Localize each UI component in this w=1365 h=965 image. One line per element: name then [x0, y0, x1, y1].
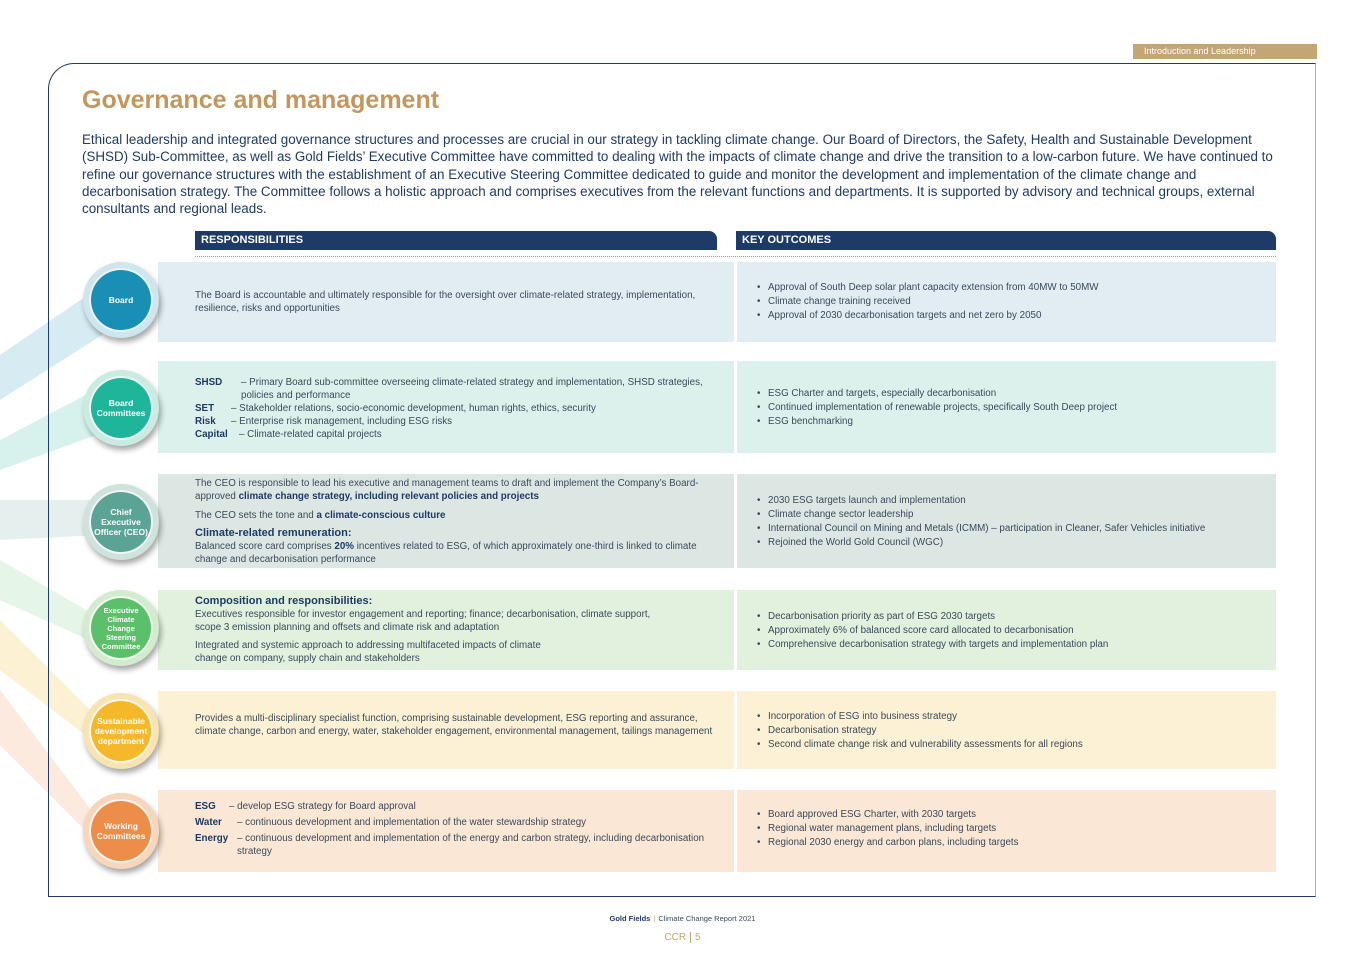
- list-item: • Regional 2030 energy and carbon plans, including targets: [757, 836, 1272, 850]
- sustainable-label: Sustainable development department: [89, 699, 153, 763]
- footer-report: Climate Change Report 2021: [658, 914, 756, 923]
- intro-paragraph: Ethical leadership and integrated governance structures and processes are crucial in our strategy in tackling climate change. Our Board of Directors, the Safety, Health and Sustainable Development (SHSD) Sub-Committee, as well as Gold Fields’ Executive Committee have committed to dealing with the impacts of climate change and drive the transition to a low-carbon future. We have continued to refine our governance structures with the establishment of an Executive Steering Committee dedicated to guide and monitor the development and implementation of the climate change and decarbonisation strategy. The Committee follows a holistic approach and comprises executives from the relevant functions and departments. It is supported by advisory and technical groups, external consultants and regional leads.: [82, 132, 1273, 217]
- responsibilities-header: RESPONSIBILITIES: [195, 231, 717, 250]
- footer-code: CCR: [664, 932, 687, 944]
- ceo-circle: [83, 484, 159, 560]
- committees-outcomes: [757, 387, 1272, 429]
- list-item: • Climate change sector leadership: [757, 508, 1272, 522]
- committees-responsibility: SHSD – Primary Board sub-committee overseeing climate-related strategy and implementation, SHSD strategies, policies and performance SET – Stakeholder relations, socio-economic development, human rights, ethics, security Risk – Enterprise risk management, including ESG risks Capital – Climate-related capital projects: [195, 377, 703, 440]
- list-item: • Comprehensive decarbonisation strategy with targets and implementation plan: [757, 638, 1272, 652]
- ceo-label: Chief Executive Officer (CEO): [89, 490, 153, 554]
- list-item: • 2030 ESG targets launch and implementation: [757, 494, 1272, 508]
- list-item: • Incorporation of ESG into business strategy: [757, 710, 1272, 724]
- executive-circle: [83, 590, 159, 666]
- board-outcomes: [757, 281, 1272, 323]
- list-item: • Approval of 2030 decarbonisation targets and net zero by 2050: [757, 309, 1272, 323]
- list-item: • ESG Charter and targets, especially decarbonisation: [757, 387, 1272, 401]
- list-item: • Decarbonisation strategy: [757, 724, 1272, 738]
- ceo-responsibility: The CEO is responsible to lead his executive and management teams to draft and implement the Company’s Board-approved climate change strategy, including relevant policies and projects The CEO sets the tone and a climate-conscious culture Climate-related remuneration: Balanced score card comprises 20% incentives related to ESG, of which approximately one-third is linked to climate change and decarbonisation performance: [195, 478, 699, 565]
- section-tag: Introduction and Leadership: [1133, 44, 1317, 59]
- working-responsibility: ESG – develop ESG strategy for Board approval Water – continuous development and implementation of the water stewardship strategy Energy – continuous development and implementation of the energy and carbon strategy, including decarbonisation strategy: [195, 801, 705, 857]
- ceo-outcomes: [757, 494, 1272, 550]
- page-number: [0, 932, 1365, 943]
- list-item: • International Council on Mining and Metals (ICMM) – participation in Cleaner, Safer Vehicles initiative: [757, 522, 1272, 536]
- key-outcomes-header: KEY OUTCOMES: [736, 231, 1276, 250]
- board-responsibility: The Board is accountable and ultimately responsible for the oversight over climate-related strategy, implementation, resilience, risks and opportunities: [195, 290, 696, 314]
- executive-label: Executive Climate Change Steering Committee: [89, 596, 153, 660]
- working-label: Working Committees: [89, 799, 153, 863]
- sustainable-outcomes: [757, 710, 1272, 752]
- list-item: • Approximately 6% of balanced score card allocated to decarbonisation: [757, 624, 1272, 638]
- committees-label: Board Committees: [89, 376, 153, 440]
- footer-page: 5: [695, 932, 701, 944]
- board-label: Board: [89, 268, 153, 332]
- list-item: • Rejoined the World Gold Council (WGC): [757, 536, 1272, 550]
- footer-company: Gold Fields: [609, 914, 651, 923]
- executive-outcomes: [757, 610, 1272, 652]
- list-item: • Climate change training received: [757, 295, 1272, 309]
- list-item: • ESG benchmarking: [757, 415, 1272, 429]
- working-circle: [83, 793, 159, 869]
- board-circle: [83, 262, 159, 338]
- working-outcomes: [757, 808, 1272, 850]
- sustainable-circle: [83, 693, 159, 769]
- list-item: • Second climate change risk and vulnerability assessments for all regions: [757, 738, 1272, 752]
- page-title: Governance and management: [82, 86, 440, 114]
- list-item: • Decarbonisation priority as part of ESG 2030 targets: [757, 610, 1272, 624]
- header-divider: [195, 256, 1276, 257]
- list-item: • Continued implementation of renewable projects, specifically South Deep project: [757, 401, 1272, 415]
- list-item: • Board approved ESG Charter, with 2030 targets: [757, 808, 1272, 822]
- list-item: • Approval of South Deep solar plant capacity extension from 40MW to 50MW: [757, 281, 1272, 295]
- footer: Gold Fields | Climate Change Report 2021: [609, 914, 756, 923]
- sustainable-responsibility: Provides a multi-disciplinary specialist function, comprising sustainable development, ESG reporting and assurance, climate change, carbon and energy, water, stakeholder engagement, environmental management, tailings management: [195, 713, 713, 737]
- executive-responsibility: Composition and responsibilities: Executives responsible for investor engagement and reporting; finance; decarbonisation, climate support, scope 3 emission planning and offsets and climate risk and adaptation Integrated and systemic approach to addressing multifaceted impacts of climate change on company, supply chain and stakeholders: [195, 595, 651, 664]
- list-item: • Regional water management plans, including targets: [757, 822, 1272, 836]
- committees-circle: [83, 370, 159, 446]
